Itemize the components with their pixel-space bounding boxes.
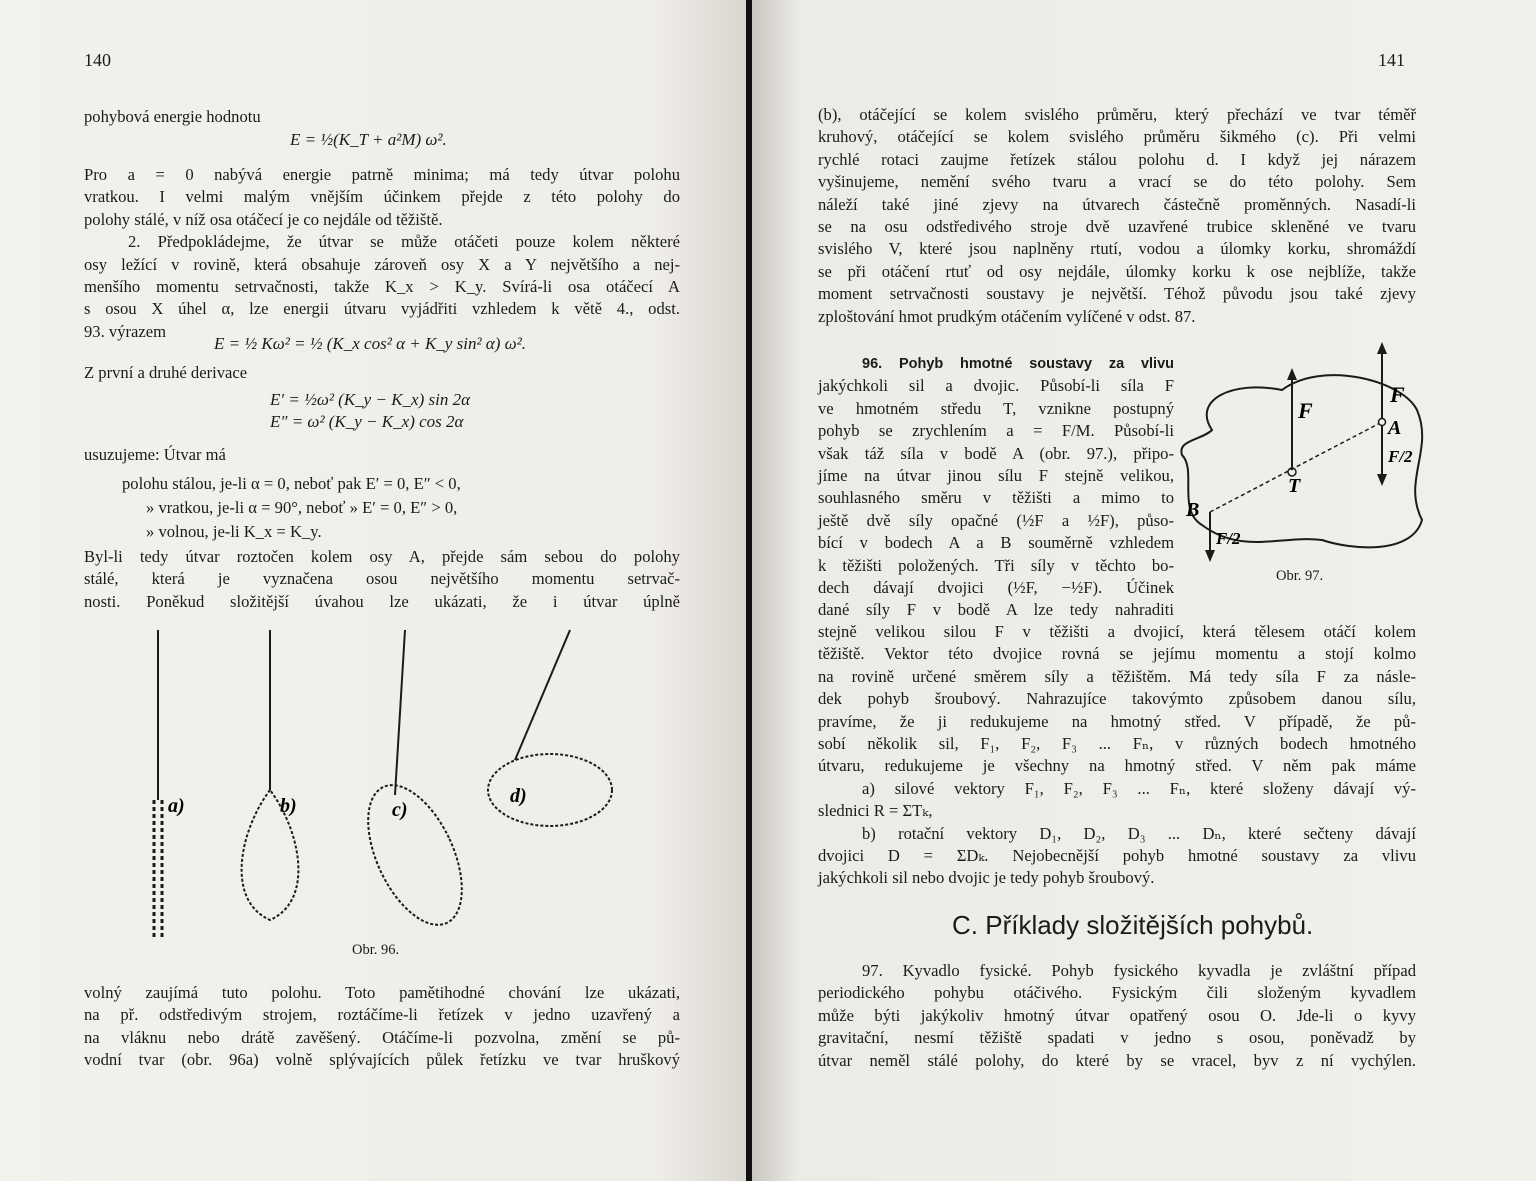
text-line: sobí několik sil, F₁, F₂, F₃ ... Fₙ, v různých bodech hmotného [818, 734, 1416, 754]
text-line: náleží také jiné zjevy na útvarech částečně proměnných. Nasadí-li [818, 194, 1416, 214]
page-number-left: 140 [84, 50, 111, 70]
text-line: pohybová energie hodnotu [84, 107, 261, 126]
text-line: ještě dvě síly opačné (½F a ½F), půso- [818, 510, 1174, 530]
text-line: Pro a = 0 nabývá energie patrně minima; má tedy útvar polohu [84, 165, 680, 184]
formula-kinetic-energy: E = ½(K_T + a²M) ω². [290, 130, 447, 149]
left-page [0, 0, 748, 1181]
page-number-right: 141 [1378, 50, 1405, 70]
text-line: těžiště. Vektor této dvojice rovná se jejímu momentu a stojí kolmo [818, 644, 1416, 664]
caption-obr-96: Obr. 96. [352, 942, 400, 958]
text-line: vratkou. I velmi malým vnějším účinkem přejde z této polohy do [84, 187, 680, 207]
text-line: kruhový, otáčející se kolem svislého průměru šikmého (c). Při velmi [818, 127, 1416, 147]
text-line: volný zaujímá tuto polohu. Toto pamětihodné chování lze ukázati, [84, 983, 680, 1002]
right-page [752, 0, 1536, 1181]
text-line: ve hmotném středu T, vznikne postupný [818, 398, 1174, 418]
text-line: b) rotační vektory D₁, D₂, D₃ ... Dₙ, které sečteny dávají [862, 823, 1416, 843]
text-line: útvaru, redukujeme je všechny na hmotný střed. V něm pak máme [818, 756, 1416, 776]
text-line: dvojici D = ΣDₖ. Nejobecnější pohyb hmotné soustavy za vlivu [818, 846, 1416, 866]
text-line: dek pohyb šroubový. Nahrazujíce takovýmto způsobem danou sílu, [818, 689, 1416, 709]
axis-b-to-a [1210, 422, 1382, 512]
left-para-1 [84, 164, 680, 343]
case-free: » volnou, je-li K_x = K_y. [146, 522, 322, 541]
text-line: 2. Předpokládejme, že útvar se může otáčeti pouze kolem některé [128, 232, 680, 252]
case-stable: polohu stálou, je-li α = 0, neboť pak E′ = 0, E″ < 0, [122, 474, 461, 493]
section-c-heading: C. Příklady složitějších pohybů. [952, 910, 1314, 940]
text-line: (b), otáčející se kolem svislého průměru, který přechází ve tvar téměř [818, 105, 1416, 124]
text-line: vyšinujeme, nemění svého tvaru a vrací se do této polohy. Sem [818, 172, 1416, 192]
figure-96 [130, 620, 650, 980]
text-line: souhlasného směru v těžišti a mimo to [818, 488, 1174, 508]
text-line: jakýchkoli sil nebo dvojic je tedy pohyb šroubový. [818, 868, 1155, 888]
left-cases [122, 472, 662, 544]
section-96-narrow [818, 352, 1174, 622]
left-para-2 [84, 546, 680, 613]
text-line: vodní tvar (obr. 96a) volně splývajících půlek řetízku ve tvar hruškový [84, 1050, 680, 1070]
left-derivace [84, 362, 680, 384]
text-line: a) silové vektory F₁, F₂, F₃ ... Fₙ, které složeny dávají vý- [862, 778, 1416, 798]
label-b: b) [280, 795, 297, 817]
text-line: slednici R = ΣTₖ, [818, 801, 933, 821]
left-intro [84, 106, 680, 128]
text-line: moment setrvačnosti soustavy je největší. Téhož původu jsou také zjevy [818, 284, 1416, 304]
label-f-t: F [1298, 398, 1313, 423]
arrowhead-f-t [1287, 368, 1297, 380]
text-line: pohyb se zrychlením a = F/M. Působí-li [818, 421, 1174, 441]
chain-d-thread [515, 630, 570, 760]
label-a: a) [168, 795, 185, 817]
case-unstable: » vratkou, je-li α = 90°, neboť » E′ = 0, E″ > 0, [146, 498, 458, 517]
text-line: na vláknu nebo drátě zavěšený. Otáčíme-li pozvolna, změní se pů- [84, 1027, 680, 1047]
text-line: jakýchkoli sil a dvojic. Působí-li síla F [818, 376, 1174, 396]
label-f-a: F [1390, 382, 1405, 407]
left-para-3 [84, 982, 680, 1072]
text-line: 93. výrazem [84, 321, 167, 341]
text-line: gravitační, nesmí těžiště spadati v jedno s osou, poněvadž by [818, 1028, 1416, 1048]
text-line: nosti. Poněkud složitější úvahou lze ukázati, že i útvar úplně [84, 591, 680, 611]
section-96-title: 96. Pohyb hmotné soustavy za vlivu [862, 356, 1174, 372]
text-line: pravíme, že ji redukujeme na hmotný střed. V případě, že pů- [818, 711, 1416, 731]
text-line: zploštování hmot prudkým otáčením vylíčené v odst. 87. [818, 306, 1196, 326]
section-97 [818, 960, 1416, 1072]
text-line: rychlé rotaci zaujme řetízek stálou polohu d. I když jej nárazem [818, 149, 1416, 169]
text-line: polohy stálé, v níž osa otáčecí je co nejdále od těžiště. [84, 209, 443, 229]
arrowhead-half-a [1377, 474, 1387, 486]
formula-second-derivative: E″ = ω² (K_y − K_x) cos 2α [270, 412, 464, 431]
text-line: se při otáčení rtuť od osy nejdále, úlomky korku k ose nejblíže, takže [818, 261, 1416, 281]
text-line: k těžišti položených. Tři síly v těchto bo- [818, 555, 1174, 575]
section-97-first-line: 97. Kyvadlo fysické. Pohyb fysického kyvadla je zvláštní případ [862, 961, 1416, 980]
chain-c-ring [349, 771, 481, 939]
text-line: stejně velikou silou F v těžišti a dvojicí, která tělesem otáčí kolem [818, 622, 1416, 641]
text-line: jíme na útvar jinou sílu F stejně velikou, [818, 466, 1174, 486]
label-d: d) [510, 785, 527, 807]
arrowhead-half-b [1205, 550, 1215, 562]
point-a [1379, 419, 1386, 426]
text-line: Byl-li tedy útvar roztočen kolem osy A, přejde sám sebou do polohy [84, 547, 680, 566]
text-line: usuzujeme: Útvar má [84, 445, 226, 464]
text-line: osy ležící v rovině, která obsahuje zároveň osy X a Y největšího a nej- [84, 254, 680, 274]
formula-energy-angle: E = ½ Kω² = ½ (K_x cos² α + K_y sin² α) ω². [214, 334, 526, 353]
left-usuzujeme [84, 444, 680, 466]
section-96-wide [818, 621, 1416, 890]
label-half-f-b: F/2 [1216, 529, 1241, 548]
chain-d-ring [488, 754, 612, 826]
label-a: A [1388, 417, 1402, 439]
text-line: bící v bodech A a B souměrně vzhledem [818, 533, 1174, 553]
text-line: Z první a druhé derivace [84, 363, 248, 382]
text-line: stálé, která je vyznačena osou největšího momentu setrvač- [84, 569, 680, 589]
caption-obr-97: Obr. 97. [1276, 568, 1324, 584]
label-b: B [1186, 499, 1200, 521]
text-line: na př. odstředivým strojem, roztáčíme-li řetízek v jedno uzavřený a [84, 1005, 680, 1025]
label-t: T [1288, 475, 1301, 497]
text-line: se na osu odstředivého stroje dvě uzavřené trubice skleněné ve tvaru [818, 217, 1416, 237]
text-line: na rovině určené směrem síly a těžištěm. Má tedy síla F za násle- [818, 666, 1416, 686]
arrowhead-f-a [1377, 342, 1387, 354]
figure-97 [1172, 340, 1442, 570]
text-line: může býti jakýkoliv hmotný útvar opatřený osou O. Jde-li o kyvy [818, 1005, 1416, 1025]
right-para-1 [818, 104, 1416, 328]
text-line: dech dávají dvojici (½F, −½F). Účinek [818, 578, 1174, 598]
label-c: c) [392, 799, 408, 821]
label-half-f-a: F/2 [1388, 447, 1413, 466]
text-line: útvar neměl stálé polohy, do které by se vracel, byv z ní vychýlen. [818, 1050, 1416, 1070]
text-line: však táž síla v bodě A (obr. 97.), připo- [818, 443, 1174, 463]
text-line: dané síly F v bodě A lze tedy nahraditi [818, 600, 1174, 620]
text-line: svislého V, které jsou naplněny rtutí, vodou a úlomky korku, shromáždí [818, 239, 1416, 259]
formula-first-derivative: E′ = ½ω² (K_y − K_x) sin 2α [270, 390, 470, 409]
text-line: periodického pohybu otáčivého. Fysickým čili složeným kyvadlem [818, 983, 1416, 1003]
text-line: menšího momentu setrvačnosti, takže K_x > K_y. Svírá-li osa otáčecí A [84, 277, 680, 297]
chain-c-thread [395, 630, 405, 795]
text-line: s osou X úhel α, lze energii útvaru vyjádřiti vzhledem k větě 4., odst. [84, 299, 680, 319]
